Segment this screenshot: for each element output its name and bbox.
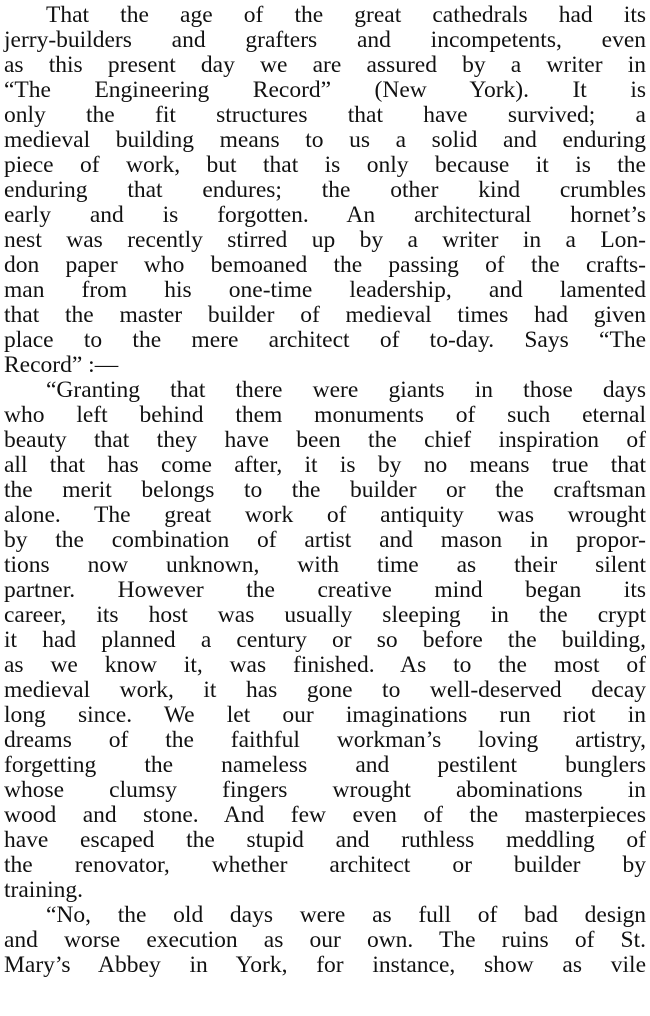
text-line: whose clumsy fingers wrought abominations in	[4, 777, 646, 803]
text-line: Record” :—	[4, 352, 119, 378]
text-line: medieval work, it has gone to well-deserved decay	[4, 677, 646, 703]
text-line: dreams of the faithful workman’s loving artistry,	[4, 727, 646, 753]
text-line: all that has come after, it is by no means true that	[4, 452, 646, 478]
text-line: as this present day we are assured by a writer in	[4, 52, 646, 78]
text-line: the merit belongs to the builder or the craftsman	[4, 477, 646, 503]
text-line: and worse execution as our own. The ruins of St.	[4, 927, 646, 953]
text-line: alone. The great work of antiquity was wrought	[4, 502, 646, 528]
text-line: the renovator, whether architect or builder by	[4, 852, 646, 878]
text-line: nest was recently stirred up by a writer in a Lon-	[4, 227, 646, 253]
text-line: don paper who bemoaned the passing of the crafts-	[4, 252, 646, 278]
text-line: career, its host was usually sleeping in the crypt	[4, 602, 646, 628]
text-line: enduring that endures; the other kind crumbles	[4, 177, 646, 203]
text-line: that the master builder of medieval times had given	[4, 302, 646, 328]
text-line: piece of work, but that is only because it is the	[4, 152, 646, 178]
text-line: jerry-builders and grafters and incompetents, even	[4, 27, 646, 53]
text-line: have escaped the stupid and ruthless meddling of	[4, 827, 646, 853]
text-line: That the age of the great cathedrals had its	[46, 2, 646, 28]
text-line: training.	[4, 877, 83, 903]
text-line: beauty that they have been the chief inspiration of	[4, 427, 646, 453]
text-line: place to the mere architect of to-day. Says “The	[4, 327, 646, 353]
text-line: medieval building means to us a solid and enduring	[4, 127, 646, 153]
text-line: as we know it, was finished. As to the most of	[4, 652, 646, 678]
text-line: only the fit structures that have survived; a	[4, 102, 646, 128]
text-line: man from his one-time leadership, and lamented	[4, 277, 646, 303]
text-line: Mary’s Abbey in York, for instance, show as vile	[4, 952, 646, 978]
text-line: “No, the old days were as full of bad design	[46, 902, 646, 928]
text-line: long since. We let our imaginations run riot in	[4, 702, 646, 728]
text-line: who left behind them monuments of such eternal	[4, 402, 646, 428]
text-line: it had planned a century or so before the building,	[4, 627, 646, 653]
text-line: wood and stone. And few even of the masterpieces	[4, 802, 646, 828]
text-line: forgetting the nameless and pestilent bunglers	[4, 752, 646, 778]
text-line: partner. However the creative mind began its	[4, 577, 646, 603]
text-line: tions now unknown, with time as their silent	[4, 552, 646, 578]
text-line: “Granting that there were giants in those days	[46, 377, 646, 403]
text-line: “The Engineering Record” (New York). It is	[4, 77, 646, 103]
text-line: by the combination of artist and mason in propor-	[4, 527, 646, 553]
text-line: early and is forgotten. An architectural hornet’s	[4, 202, 646, 228]
